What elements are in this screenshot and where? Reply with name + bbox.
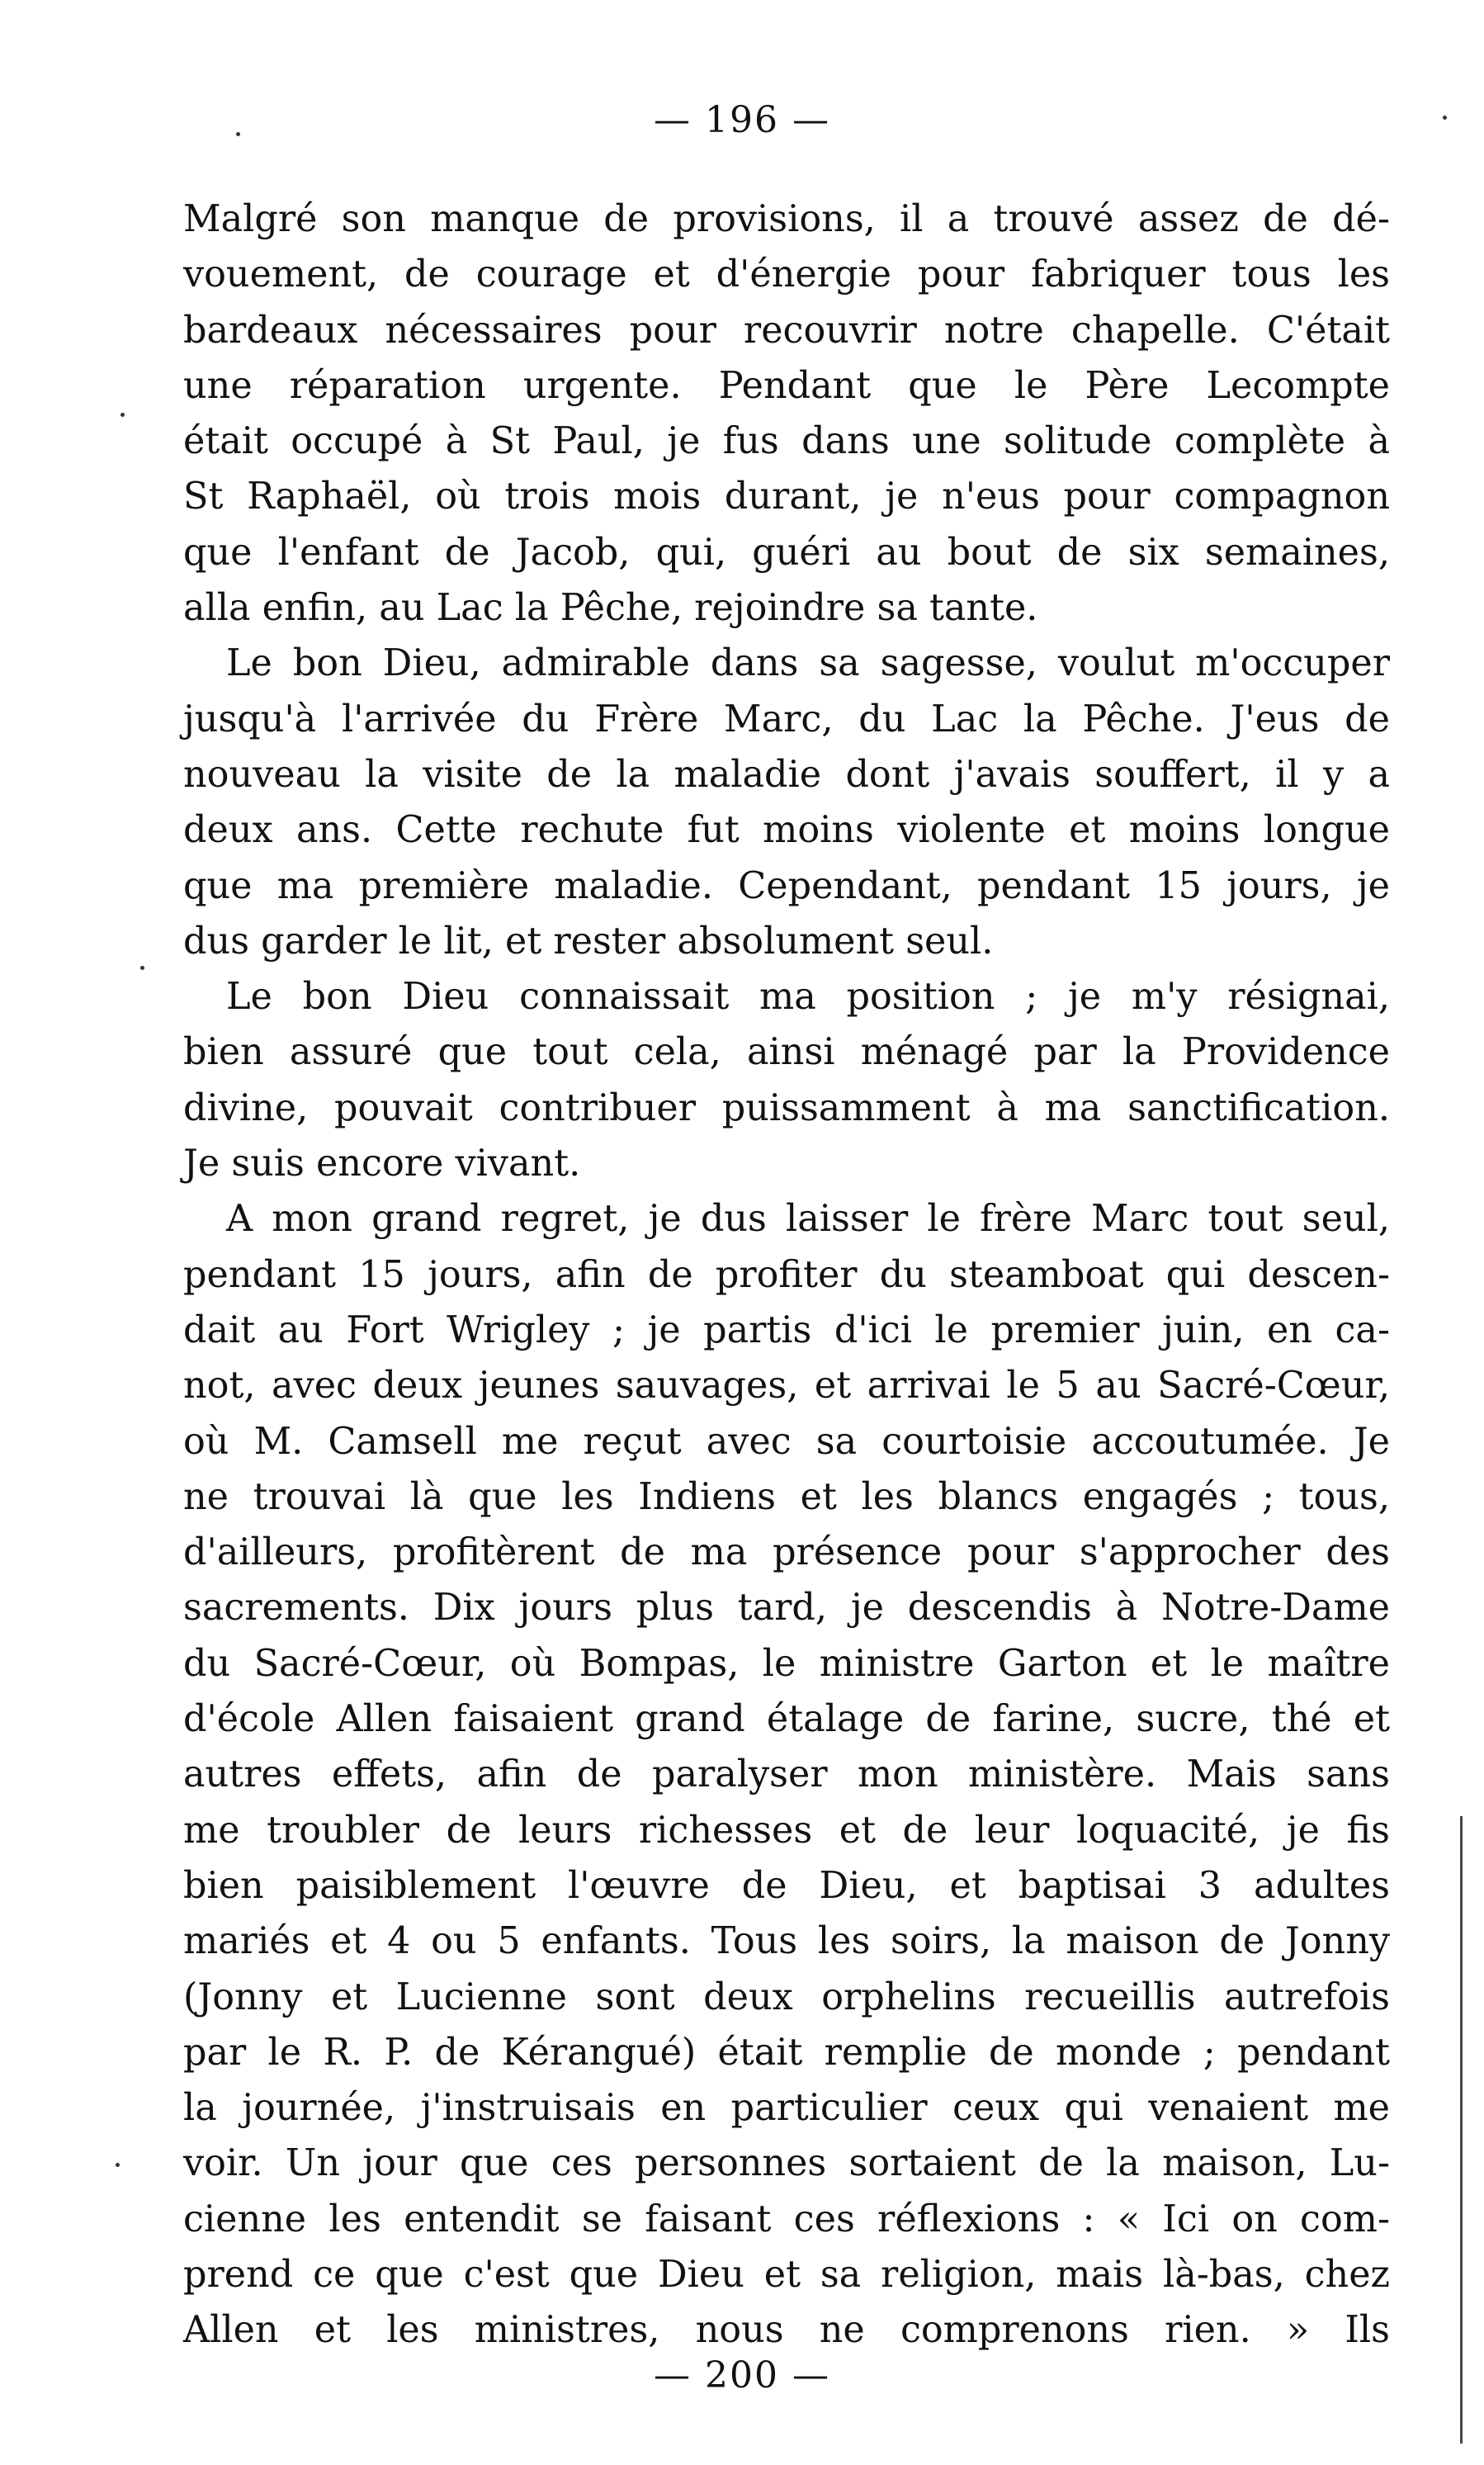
text-line: prend ce que c'est que Dieu et sa religion, mais là-bas, chez bbox=[183, 2253, 1390, 2296]
text-line: d'ailleurs, profitèrent de ma présence pour s'approcher des bbox=[183, 1531, 1390, 1574]
text-line: not, avec deux jeunes sauvages, et arrivai le 5 au Sacré-Cœur, bbox=[183, 1365, 1390, 1408]
text-line: deux ans. Cette rechute fut moins violente et moins longue bbox=[183, 809, 1390, 852]
text-line: une réparation urgente. Pendant que le Père Lecompte bbox=[183, 364, 1390, 407]
text-line: la journée, j'instruisais en particulier ceux qui venaient me bbox=[183, 2087, 1390, 2130]
text-line: était occupé à St Paul, je fus dans une solitude complète à bbox=[183, 420, 1390, 463]
signature-mark: — 200 — bbox=[654, 2354, 830, 2396]
scan-speck bbox=[116, 2163, 120, 2167]
text-line: autres effets, afin de paralyser mon ministère. Mais sans bbox=[183, 1753, 1390, 1796]
text-line: divine, pouvait contribuer puissamment à ma sanctification. bbox=[183, 1086, 1390, 1129]
text-line: Je suis encore vivant. bbox=[183, 1143, 581, 1185]
text-line: Le bon Dieu connaissait ma position ; je m'y résignai, bbox=[226, 976, 1390, 1019]
body-text bbox=[183, 192, 1390, 2359]
text-line: bardeaux nécessaires pour recouvrir notre chapelle. C'était bbox=[183, 309, 1390, 352]
text-line: ne trouvai là que les Indiens et les blancs engagés ; tous, bbox=[183, 1475, 1390, 1518]
text-line: par le R. P. de Kérangué) était remplie de monde ; pendant bbox=[183, 2031, 1390, 2074]
text-line: où M. Camsell me reçut avec sa courtoisie accoutumée. Je bbox=[183, 1420, 1390, 1463]
text-line: alla enfin, au Lac la Pêche, rejoindre sa tante. bbox=[183, 587, 1038, 630]
text-line: bien assuré que tout cela, ainsi ménagé par la Providence bbox=[183, 1031, 1390, 1074]
text-line: pendant 15 jours, afin de profiter du steamboat qui descen- bbox=[183, 1253, 1390, 1296]
text-line: Allen et les ministres, nous ne comprenons rien. » Ils bbox=[183, 2309, 1390, 2352]
text-line: vouement, de courage et d'énergie pour fabriquer tous les bbox=[183, 253, 1390, 296]
text-line: bien paisiblement l'œuvre de Dieu, et baptisai 3 adultes bbox=[183, 1864, 1390, 1907]
text-line: sacrements. Dix jours plus tard, je descendis à Notre-Dame bbox=[183, 1587, 1390, 1630]
scan-speck bbox=[121, 413, 125, 417]
paragraph bbox=[183, 969, 1390, 1191]
paragraph bbox=[183, 636, 1390, 969]
scan-edge-line bbox=[1460, 1816, 1463, 2444]
text-line: Malgré son manque de provisions, il a trouvé assez de dé- bbox=[183, 198, 1390, 240]
text-line: Le bon Dieu, admirable dans sa sagesse, voulut m'occuper bbox=[226, 642, 1390, 685]
text-line: que ma première maladie. Cependant, pendant 15 jours, je bbox=[183, 864, 1390, 907]
text-line: que l'enfant de Jacob, qui, guéri au bout de six semaines, bbox=[183, 531, 1390, 574]
text-line: A mon grand regret, je dus laisser le frère Marc tout seul, bbox=[226, 1198, 1390, 1241]
text-line: me troubler de leurs richesses et de leur loquacité, je fis bbox=[183, 1809, 1390, 1852]
text-line: cienne les entendit se faisant ces réflexions : « Ici on com- bbox=[183, 2198, 1390, 2240]
text-line: nouveau la visite de la maladie dont j'avais souffert, il y a bbox=[183, 753, 1390, 796]
paragraph bbox=[183, 192, 1390, 636]
paragraph bbox=[183, 1191, 1390, 2358]
text-line: voir. Un jour que ces personnes sortaient de la maison, Lu- bbox=[183, 2142, 1390, 2185]
scan-speck bbox=[1443, 116, 1447, 120]
text-line: St Raphaël, où trois mois durant, je n'eus pour compagnon bbox=[183, 475, 1390, 518]
text-line: dait au Fort Wrigley ; je partis d'ici le premier juin, en ca- bbox=[183, 1308, 1390, 1351]
text-line: (Jonny et Lucienne sont deux orphelins recueillis autrefois bbox=[183, 1975, 1390, 2018]
text-line: du Sacré-Cœur, où Bompas, le ministre Garton et le maître bbox=[183, 1642, 1390, 1685]
page-number: — 196 — bbox=[654, 99, 830, 141]
text-line: d'école Allen faisaient grand étalage de farine, sucre, thé et bbox=[183, 1698, 1390, 1741]
scan-speck bbox=[236, 132, 240, 136]
scan-speck bbox=[140, 966, 144, 970]
text-line: jusqu'à l'arrivée du Frère Marc, du Lac la Pêche. J'eus de bbox=[183, 698, 1390, 740]
text-line: dus garder le lit, et rester absolument seul. bbox=[183, 920, 994, 963]
text-line: mariés et 4 ou 5 enfants. Tous les soirs, la maison de Jonny bbox=[183, 1920, 1390, 1963]
